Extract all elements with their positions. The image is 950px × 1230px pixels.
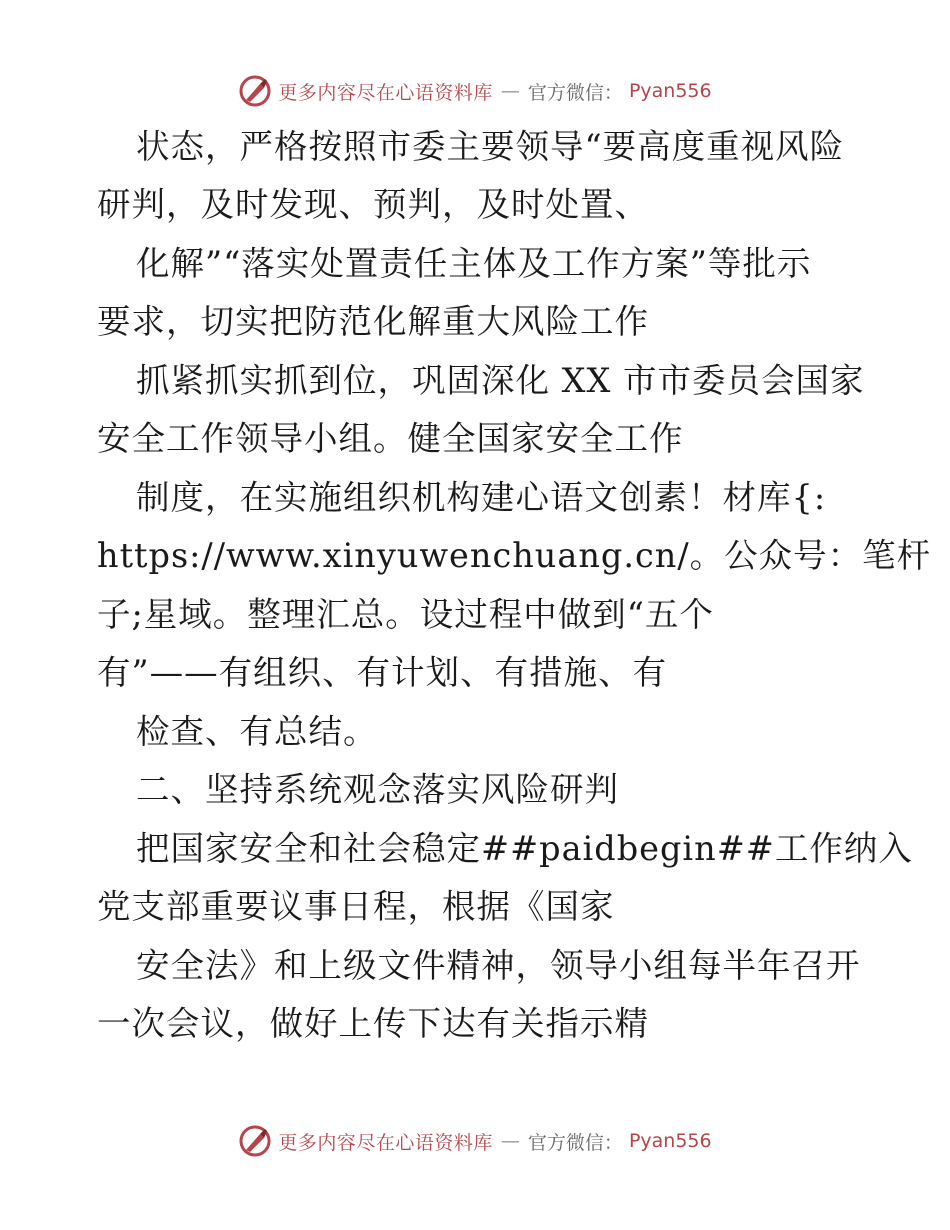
text-line: 党支部重要议事日程，根据《国家: [97, 887, 615, 926]
quill-logo-icon: [238, 1124, 272, 1158]
quill-logo-icon: [238, 74, 272, 108]
text-line: 安全工作领导小组。健全国家安全工作: [97, 419, 684, 458]
text-line: 有”——有组织、有计划、有措施、有: [97, 653, 668, 692]
watermark-site-text: 更多内容尽在心语资料库: [278, 1131, 493, 1154]
text-line: 把国家安全和社会稳定##paidbegin##工作纳入: [136, 829, 913, 868]
footer-watermark: [0, 1124, 950, 1158]
watermark-separator: —: [500, 80, 520, 102]
text-line: 子;星域。整理汇总。设过程中做到“五个: [97, 595, 714, 634]
text-line: 检查、有总结。: [136, 712, 378, 751]
watermark-wechat-label: 官方微信：: [527, 81, 623, 104]
text-line: 要求，切实把防范化解重大风险工作: [97, 302, 649, 341]
header-watermark: [0, 74, 950, 108]
watermark-wechat-handle: Pyan556: [628, 80, 712, 102]
text-line: 研判，及时发现、预判，及时处置、: [97, 185, 649, 224]
text-line: 化解”“落实处置责任主体及工作方案”等批示: [136, 244, 812, 283]
text-line: 状态，严格按照市委主要领导“要高度重视风险: [136, 127, 845, 166]
text-line: 一次会议，做好上传下达有关指示精: [97, 1004, 649, 1043]
text-line: 制度，在实施组织机构建心语文创素！材库{:: [136, 478, 827, 517]
text-line: https://www.xinyuwenchuang.cn/。公众号：笔杆: [97, 536, 932, 575]
watermark-site-text: 更多内容尽在心语资料库: [278, 81, 493, 104]
text-line: 抓紧抓实抓到位，巩固深化 XX 市市委员会国家: [136, 361, 865, 400]
watermark-wechat-label: 官方微信：: [527, 1131, 623, 1154]
section-heading: 二、坚持系统观念落实风险研判: [136, 770, 619, 809]
watermark-wechat-handle: Pyan556: [628, 1130, 712, 1152]
watermark-separator: —: [500, 1130, 520, 1152]
text-line: 安全法》和上级文件精神，领导小组每半年召开: [136, 946, 861, 985]
